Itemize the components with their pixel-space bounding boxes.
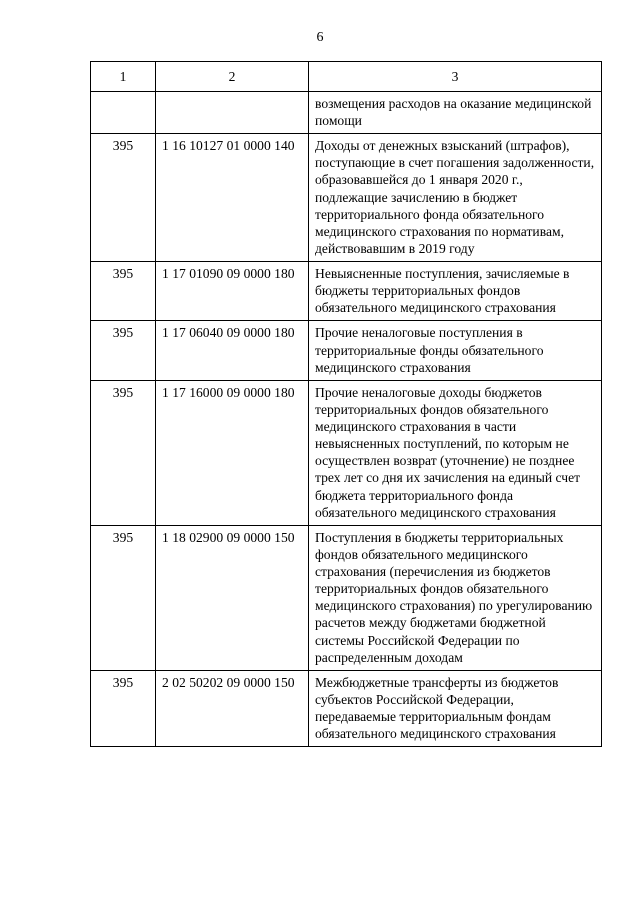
cell-description: Прочие неналоговые доходы бюджетов территориальных фондов обязательного медицинского страхования в части невыясненных поступлений, по которым не осуществлен возврат (уточнение) не позднее трех лет со дня их зачисления на единый счет бюджета территориального фонда обязательного медицинского страхования (309, 380, 602, 525)
cell-budget-code (156, 91, 309, 133)
table-header-row (91, 61, 602, 91)
cell-admin-code (91, 91, 156, 133)
table-row (91, 91, 602, 133)
budget-codes-table (90, 61, 602, 748)
table-row (91, 380, 602, 525)
header-cell-2: 2 (156, 61, 309, 91)
cell-admin-code: 395 (91, 321, 156, 380)
cell-description: Доходы от денежных взысканий (штрафов), поступающие в счет погашения задолженности, образовавшейся до 1 января 2020 г., подлежащие зачислению в бюджет территориального фонда обязательного медицинского страхования по нормативам, действовавшим в 2019 году (309, 134, 602, 262)
cell-budget-code: 1 17 06040 09 0000 180 (156, 321, 309, 380)
cell-description: Невыясненные поступления, зачисляемые в бюджеты территориальных фондов обязательного медицинского страхования (309, 262, 602, 321)
cell-budget-code: 1 16 10127 01 0000 140 (156, 134, 309, 262)
cell-description: Поступления в бюджеты территориальных фондов обязательного медицинского страхования (перечисления из бюджетов территориальных фондов обязательного медицинского страхования) по урегулированию расчетов между бюджетами бюджетной системы Российской Федерации по распределенным доходам (309, 525, 602, 670)
cell-admin-code: 395 (91, 525, 156, 670)
table-row (91, 134, 602, 262)
cell-description: Прочие неналоговые поступления в территориальные фонды обязательного медицинского страхования (309, 321, 602, 380)
table-row (91, 262, 602, 321)
table-row (91, 670, 602, 747)
cell-budget-code: 2 02 50202 09 0000 150 (156, 670, 309, 747)
cell-description: возмещения расходов на оказание медицинской помощи (309, 91, 602, 133)
table-row (91, 321, 602, 380)
header-cell-1: 1 (91, 61, 156, 91)
table-row (91, 525, 602, 670)
cell-budget-code: 1 17 16000 09 0000 180 (156, 380, 309, 525)
cell-admin-code: 395 (91, 380, 156, 525)
cell-budget-code: 1 18 02900 09 0000 150 (156, 525, 309, 670)
cell-admin-code: 395 (91, 134, 156, 262)
cell-description: Межбюджетные трансферты из бюджетов субъектов Российской Федерации, передаваемые территориальным фондам обязательного медицинского страхования (309, 670, 602, 747)
cell-budget-code: 1 17 01090 09 0000 180 (156, 262, 309, 321)
cell-admin-code: 395 (91, 670, 156, 747)
header-cell-3: 3 (309, 61, 602, 91)
page-number: 6 (316, 30, 324, 45)
cell-admin-code: 395 (91, 262, 156, 321)
